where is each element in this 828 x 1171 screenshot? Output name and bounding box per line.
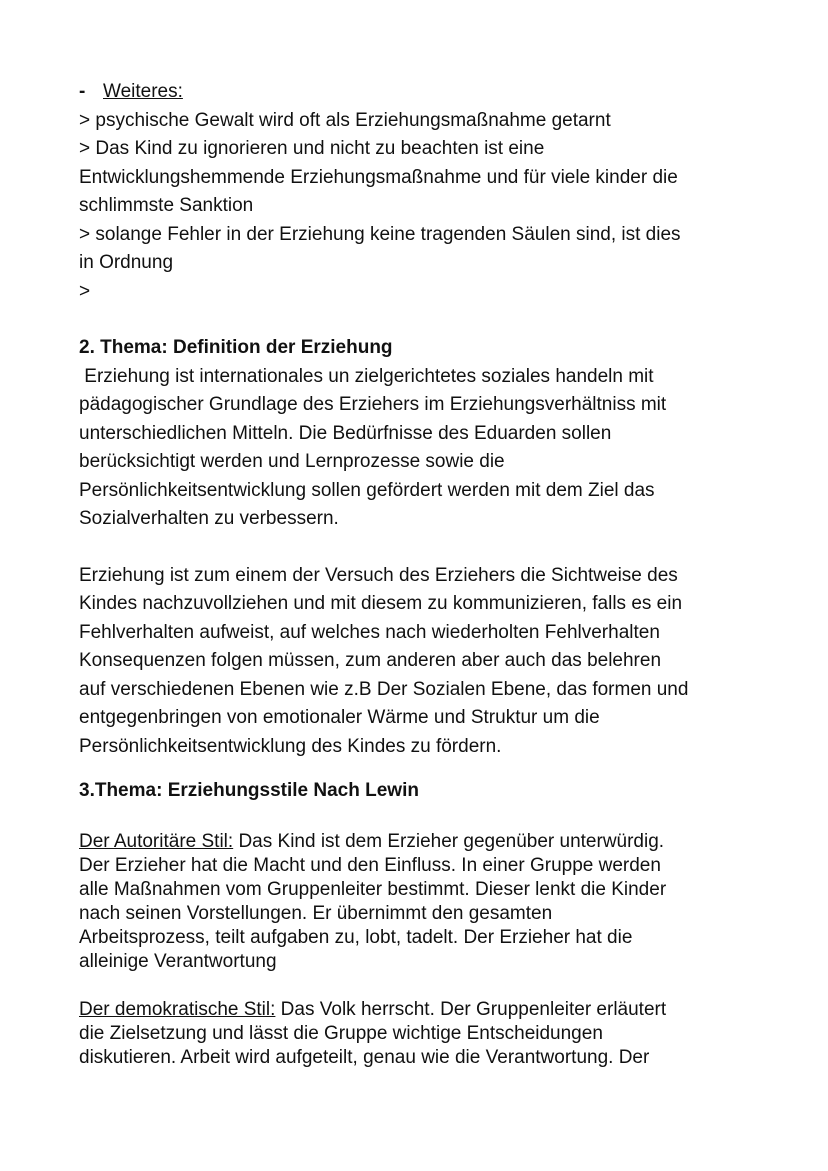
weiteres-title: Weiteres: bbox=[103, 81, 183, 102]
autoritaer-paragraph bbox=[79, 830, 759, 974]
definition-line: Konsequenzen folgen müssen, zum anderen aber auch das belehren bbox=[79, 650, 662, 671]
demokratisch-label: Der demokratische Stil: bbox=[79, 998, 276, 1020]
demokratisch-first-line-text: Das Volk herrscht. Der Gruppenleiter erläutert bbox=[275, 998, 667, 1020]
definition-line: unterschiedlichen Mitteln. Die Bedürfnisse des Eduarden sollen bbox=[79, 422, 612, 444]
definition-line: entgegenbringen von emotionaler Wärme und Struktur um die bbox=[79, 707, 600, 728]
definition-line: Erziehung ist zum einem der Versuch des Erziehers die Sichtweise des bbox=[79, 564, 678, 586]
definition-line: berücksichtigt werden und Lernprozesse sowie die bbox=[79, 451, 505, 472]
definition-line: Persönlichkeitsentwicklung des Kindes zu fördern. bbox=[79, 735, 502, 757]
autoritaer-first-line bbox=[79, 830, 759, 854]
definition-line: Fehlverhalten aufweist, auf welches nach wiederholten Fehlverhalten bbox=[79, 621, 660, 643]
lewin-heading-block bbox=[79, 777, 759, 806]
section-definition bbox=[79, 334, 759, 534]
demokratisch-line: die Zielsetzung und lässt die Gruppe wichtige Entscheidungen bbox=[79, 1022, 603, 1044]
weiteres-line: > Das Kind zu ignorieren und nicht zu beachten ist eine bbox=[79, 138, 545, 159]
autoritaer-line: nach seinen Vorstellungen. Er übernimmt den gesamten bbox=[79, 902, 553, 924]
autoritaer-label: Der Autoritäre Stil: bbox=[79, 830, 234, 852]
document-page bbox=[79, 78, 759, 1070]
weiteres-line: in Ordnung bbox=[79, 252, 174, 273]
demokratisch-line: diskutieren. Arbeit wird aufgeteilt, genau wie die Verantwortung. Der bbox=[79, 1046, 650, 1068]
section-weiteres bbox=[79, 78, 759, 306]
weiteres-line: > psychische Gewalt wird oft als Erziehungsmaßnahme getarnt bbox=[79, 109, 611, 131]
definition-line: Persönlichkeitsentwicklung sollen gefördert werden mit dem Ziel das bbox=[79, 479, 655, 501]
autoritaer-line: Arbeitsprozess, teilt aufgaben zu, lobt, tadelt. Der Erzieher hat die bbox=[79, 926, 633, 948]
definition-paragraph-2 bbox=[79, 562, 759, 762]
autoritaer-line: Der Erzieher hat die Macht und den Einfluss. In einer Gruppe werden bbox=[79, 854, 661, 876]
weiteres-line: schlimmste Sanktion bbox=[79, 195, 254, 216]
autoritaer-line: alleinige Verantwortung bbox=[79, 950, 277, 972]
demokratisch-first-line bbox=[79, 998, 759, 1022]
autoritaer-line: alle Maßnahmen vom Gruppenleiter bestimmt. Dieser lenkt die Kinder bbox=[79, 878, 667, 900]
autoritaer-first-line-text: Das Kind ist dem Erzieher gegenüber unterwürdig. bbox=[233, 830, 665, 852]
demokratisch-paragraph bbox=[79, 998, 759, 1070]
definition-line: Kindes nachzuvollziehen und mit diesem zu kommunizieren, falls es ein bbox=[79, 593, 683, 614]
weiteres-line: > bbox=[79, 280, 91, 302]
definition-line: Erziehung ist internationales un zielgerichtetes soziales handeln mit bbox=[79, 365, 654, 387]
bullet-dash: - bbox=[79, 81, 86, 102]
definition-line: Sozialverhalten zu verbessern. bbox=[79, 508, 339, 529]
weiteres-heading bbox=[79, 78, 759, 107]
weiteres-line: > solange Fehler in der Erziehung keine tragenden Säulen sind, ist dies bbox=[79, 223, 681, 245]
definition-line: pädagogischer Grundlage des Erziehers im Erziehungsverhältniss mit bbox=[79, 394, 667, 415]
definition-line: auf verschiedenen Ebenen wie z.B Der Sozialen Ebene, das formen und bbox=[79, 678, 689, 700]
weiteres-line: Entwicklungshemmende Erziehungsmaßnahme und für viele kinder die bbox=[79, 166, 678, 188]
lewin-heading: 3.Thema: Erziehungsstile Nach Lewin bbox=[79, 780, 419, 801]
definition-heading: 2. Thema: Definition der Erziehung bbox=[79, 337, 393, 358]
